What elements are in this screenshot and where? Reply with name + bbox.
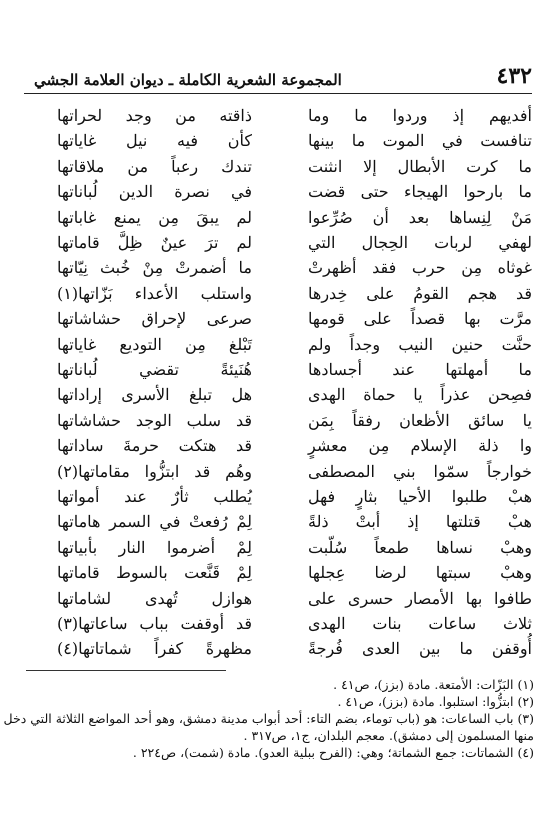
- verse-second-hemistich: وهُم قد ابتزُّوا مقاماتها(٢): [57, 461, 252, 481]
- verse-line: [0, 231, 558, 257]
- verse-line: [0, 587, 558, 613]
- footnotes: [3, 676, 534, 761]
- verse-second-hemistich: قد هتكت حرمةَ ساداتها: [57, 436, 252, 456]
- poem-verses: [0, 104, 558, 664]
- verse-line: [0, 612, 558, 638]
- page-header: [24, 62, 532, 94]
- footnote: (٢) ابتزُّوا: استلبوا. مادة (بزز)، ص٤١ .: [337, 694, 534, 709]
- verse-first-hemistich: ما كرت الأبطال إلا انثنت: [308, 156, 532, 176]
- verse-second-hemistich: في نصرة الدين لُباناتها: [57, 182, 252, 202]
- verse-second-hemistich: هُنَيئةً تقضي لُباناتها: [57, 360, 252, 379]
- verse-first-hemistich: أُوقفن ما بين العدى فُرجةً: [308, 639, 532, 659]
- verse-first-hemistich: لهفي لربات الحِجال التي: [308, 233, 532, 252]
- verse-second-hemistich: صرعى لإحراق حشاشاتها: [57, 309, 252, 329]
- verse-first-hemistich: وا ذلة الإسلام مِن معشرٍ: [308, 436, 532, 456]
- verse-line: [0, 129, 558, 155]
- footnote: (٣) باب الساعات: هو (باب توماء، بضم التاء: أحد أبواب مدينة دمشق، وهو أحد المواضع الثلاثة التي دخل: [3, 711, 534, 726]
- verse-line: [0, 256, 558, 282]
- verse-first-hemistich: أفديهم إذ وردوا ما وما: [308, 106, 532, 125]
- verse-first-hemistich: حنَّت حنين النيب وجداً ولم: [308, 334, 532, 354]
- verse-second-hemistich: تَبْلغ مِن التوديع غاياتها: [57, 334, 252, 354]
- verse-second-hemistich: ذاقته من وجد لحراتها: [57, 106, 252, 125]
- verse-first-hemistich: ثلاث ساعات بنات الهدى: [308, 614, 532, 633]
- verse-first-hemistich: قد هجم القومُ على خِدرها: [308, 283, 532, 303]
- verse-line: [0, 637, 558, 663]
- verse-line: [0, 485, 558, 511]
- verse-second-hemistich: ما أضمرتْ مِنْ خُبث نِيّاتها: [57, 258, 252, 278]
- verse-second-hemistich: كأن فيه نيل غاياتها: [57, 131, 252, 151]
- footnote-separator: [26, 670, 226, 671]
- verse-second-hemistich: لم يبقَ مِن يمنع غاباتها: [57, 207, 252, 227]
- verse-first-hemistich: مرَّت بها قصداً على قومها: [308, 309, 532, 329]
- verse-first-hemistich: فصِحن عذراً يا حماة الهدى: [308, 385, 532, 405]
- verse-line: [0, 383, 558, 409]
- verse-first-hemistich: هبْ طلبوا الأحيا بثارٍ فهل: [308, 487, 532, 506]
- verse-first-hemistich: مَنْ لِنِساها بعد أن صُرِّعوا: [308, 207, 532, 227]
- verse-first-hemistich: ما أمهلتها عند أجسادها: [308, 360, 532, 379]
- verse-second-hemistich: لِمْ قَنَّعت بالسوط قاماتها: [57, 563, 252, 583]
- verse-first-hemistich: طافوا بها الأمصار حسرى على: [308, 588, 532, 608]
- verse-second-hemistich: لم ترَ عينٌ ظِلَّ قاماتها: [57, 233, 252, 252]
- verse-line: [0, 155, 558, 181]
- footnote: (١) البَزّات: الأمتعة. مادة (بزز)، ص٤١ .: [333, 677, 534, 692]
- verse-line: [0, 409, 558, 435]
- verse-second-hemistich: لِمْ رُفعتْ في السمر هاماتها: [57, 512, 252, 532]
- verse-line: [0, 333, 558, 359]
- verse-second-hemistich: قد أوقفت بباب ساعاتها(٣): [57, 614, 252, 633]
- verse-second-hemistich: يُطلب ثأرٌ عند أمواتها: [57, 487, 252, 506]
- verse-line: [0, 307, 558, 333]
- page-number: ٤٣٢: [496, 63, 532, 89]
- verse-first-hemistich: خوارجاً سمّوا بني المصطفى: [308, 461, 532, 481]
- verse-line: [0, 282, 558, 308]
- verse-second-hemistich: هوازل تُهدى لشاماتها: [57, 588, 252, 608]
- verse-first-hemistich: غوثاه مِن حرب فقد أظهرتْ: [308, 258, 532, 278]
- verse-second-hemistich: هل تبلغ الأسرى إراداتها: [57, 385, 252, 405]
- verse-first-hemistich: تنافست في الموت ما بينها: [308, 131, 532, 151]
- verse-first-hemistich: وهبْ سبتها لرضا عِجلها: [308, 563, 532, 583]
- verse-first-hemistich: ما بارحوا الهيجاء حتى قضت: [308, 182, 532, 202]
- verse-line: [0, 358, 558, 384]
- verse-second-hemistich: مظهرةً كفراً شماتاتها(٤): [57, 639, 252, 659]
- running-title: المجموعة الشعرية الكاملة ـ ديوان العلامة الجشي: [34, 71, 342, 89]
- footnote-continuation: منها المسلمون إلى دمشق). معجم البلدان، ج١، ص٣١٧ .: [243, 728, 534, 743]
- verse-line: [0, 536, 558, 562]
- verse-second-hemistich: قد سلب الوجد حشاشاتها: [57, 410, 252, 430]
- verse-line: [0, 104, 558, 130]
- verse-first-hemistich: يا سائق الأظعان رفقاً بِمَن: [308, 410, 532, 430]
- verse-first-hemistich: هبْ قتلتها إذ أبتْ ذلةً: [308, 512, 532, 532]
- verse-line: [0, 434, 558, 460]
- verse-second-hemistich: لِمْ أضرموا النار بأبياتها: [57, 537, 252, 557]
- verse-line: [0, 460, 558, 486]
- verse-first-hemistich: وهبْ نساها طمعاً سُلّبت: [308, 537, 532, 557]
- verse-line: [0, 206, 558, 232]
- verse-line: [0, 180, 558, 206]
- verse-line: [0, 561, 558, 587]
- verse-second-hemistich: تندك رعباً من ملاقاتها: [57, 156, 252, 176]
- verse-second-hemistich: واستلب الأعداء بَزّاتها(١): [57, 283, 252, 303]
- verse-line: [0, 510, 558, 536]
- footnote: (٤) الشماتات: جمع الشماتة؛ وهي: (الفرح ببلية العدو). مادة (شمت)، ص٢٢٤ .: [132, 745, 534, 760]
